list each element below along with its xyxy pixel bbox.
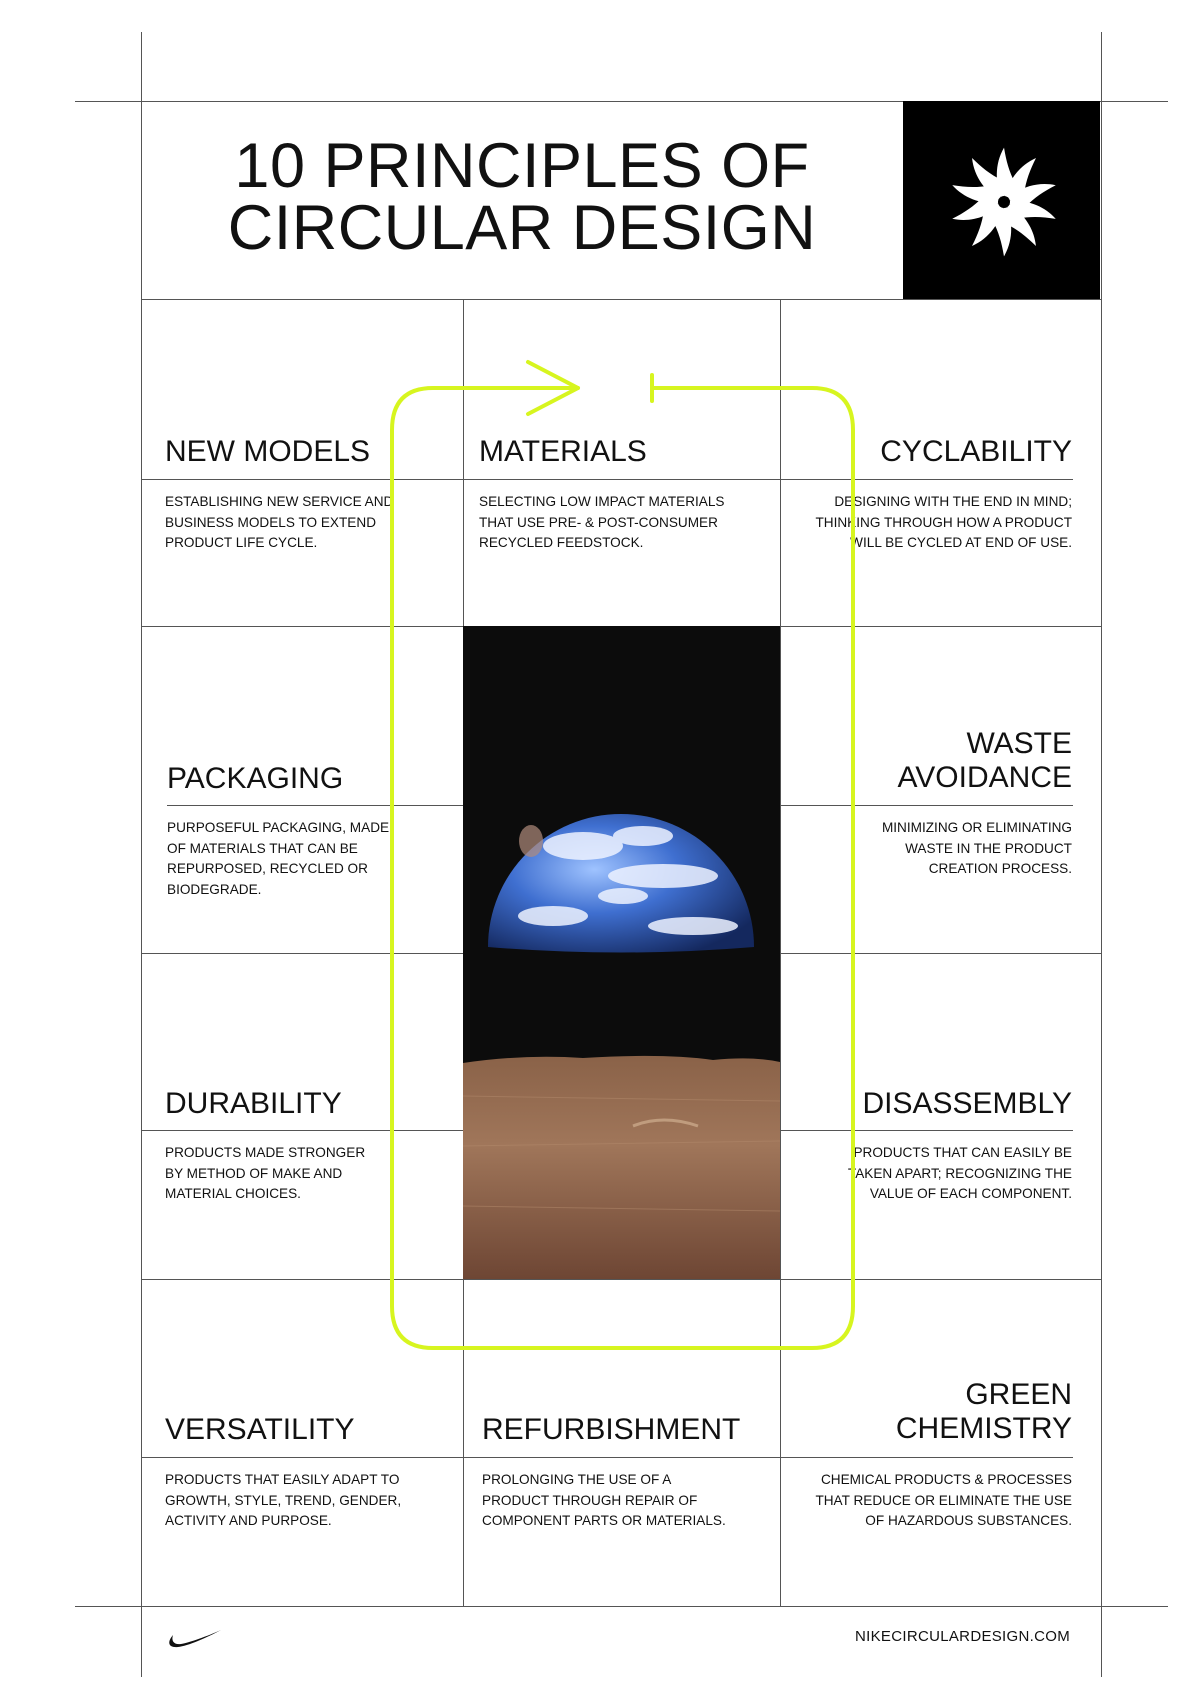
pinwheel-icon	[903, 101, 1100, 299]
cell-rule	[463, 479, 780, 480]
cell-rule	[141, 1457, 463, 1458]
principle-title: NEW MODELS	[165, 435, 371, 468]
principle-description: PROLONGING THE USE OF A PRODUCT THROUGH REPAIR OF COMPONENT PARTS OR MATERIALS.	[482, 1472, 726, 1528]
cell-rule	[780, 1457, 1073, 1458]
principle-description: PRODUCTS THAT EASILY ADAPT TO GROWTH, STYLE, TREND, GENDER, ACTIVITY AND PURPOSE.	[165, 1472, 402, 1528]
earthrise-illustration	[463, 626, 780, 1279]
lunar-surface	[463, 1056, 780, 1279]
principle-title: GREEN CHEMISTRY	[895, 1378, 1072, 1445]
principle-description: CHEMICAL PRODUCTS & PROCESSES THAT REDUCE OR ELIMINATE THE USE OF HAZARDOUS SUBSTANCES.	[815, 1472, 1072, 1528]
principle-title: REFURBISHMENT	[482, 1413, 741, 1446]
principle-description: MINIMIZING OR ELIMINATING WASTE IN THE PRODUCT CREATION PROCESS.	[881, 820, 1072, 876]
cell-rule	[463, 1457, 780, 1458]
principle-description: SELECTING LOW IMPACT MATERIALS THAT USE PRE- & POST-CONSUMER RECYCLED FEEDSTOCK.	[479, 494, 725, 550]
left-rule	[141, 32, 142, 1677]
principle-title: DURABILITY	[165, 1087, 342, 1120]
cell-rule	[780, 479, 1073, 480]
cell-rule	[141, 479, 463, 480]
principle-title: WASTE AVOIDANCE	[897, 727, 1072, 794]
principle-description: DESIGNING WITH THE END IN MIND; THINKING THROUGH HOW A PRODUCT WILL BE CYCLED AT END OF USE.	[815, 494, 1072, 550]
logo-block	[903, 101, 1100, 299]
principle-title: VERSATILITY	[165, 1413, 355, 1446]
principle-title: PACKAGING	[167, 762, 344, 795]
principle-title: DISASSEMBLY	[862, 1087, 1072, 1120]
principle-description: PRODUCTS THAT CAN EASILY BE TAKEN APART; RECOGNIZING THE VALUE OF EACH COMPONENT.	[847, 1145, 1072, 1201]
cell-rule	[141, 1130, 463, 1131]
row-divider	[141, 1279, 1101, 1280]
header-divider	[141, 299, 1101, 300]
title-line: 10 PRINCIPLES OF	[234, 131, 810, 201]
principle-title: MATERIALS	[479, 435, 647, 468]
principle-description: PRODUCTS MADE STRONGER BY METHOD OF MAKE AND MATERIAL CHOICES.	[165, 1145, 366, 1201]
footer-url[interactable]: NIKECIRCULARDESIGN.COM	[855, 1628, 1070, 1645]
principle-description: PURPOSEFUL PACKAGING, MADE OF MATERIALS THAT CAN BE REPURPOSED, RECYCLED OR BIODEGRADE.	[167, 820, 390, 897]
title-line: CIRCULAR DESIGN	[227, 193, 817, 263]
right-rule	[1101, 32, 1102, 1677]
earthrise-image	[463, 626, 780, 1279]
principle-description: ESTABLISHING NEW SERVICE AND BUSINESS MODELS TO EXTEND PRODUCT LIFE CYCLE.	[165, 494, 394, 550]
swoosh-icon	[164, 1628, 222, 1650]
bottom-rule	[75, 1606, 1168, 1607]
cell-rule	[167, 805, 463, 806]
cell-rule	[780, 1130, 1073, 1131]
cell-rule	[780, 805, 1073, 806]
principle-title: CYCLABILITY	[880, 435, 1072, 468]
arrow-head-icon	[528, 362, 578, 414]
page-title	[141, 131, 903, 263]
